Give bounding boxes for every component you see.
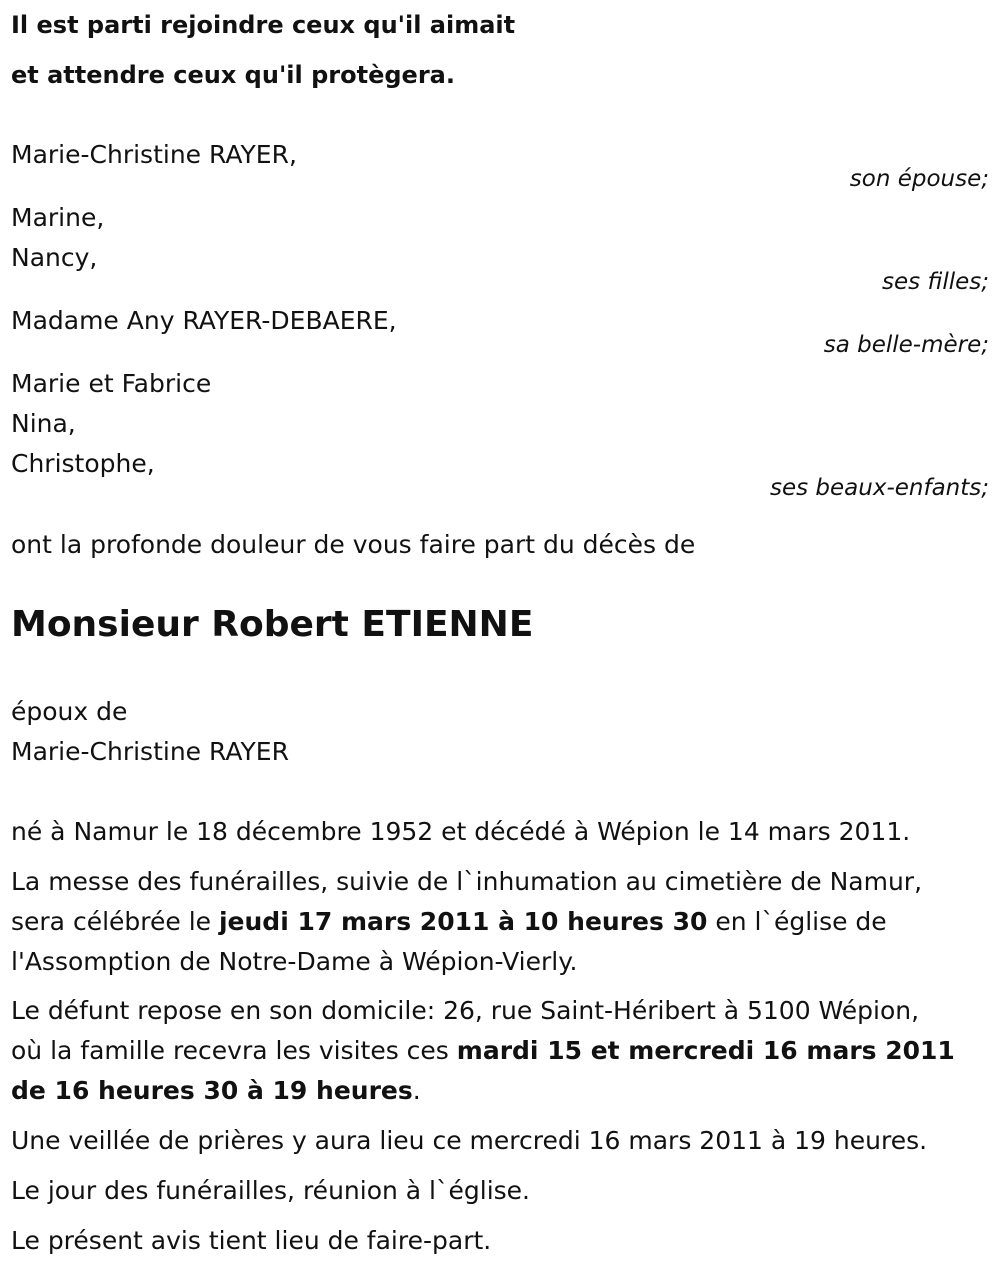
obituary-notice bbox=[11, 0, 989, 1275]
funeral-line-1: La messe des funérailles, suivie de l`inhumation au cimetière de Namur, bbox=[11, 867, 923, 896]
stepchild-3-name: Christophe, bbox=[11, 449, 155, 478]
spouse-name: Marie-Christine RAYER, bbox=[11, 140, 297, 169]
notice-line: Le présent avis tient lieu de faire-part. bbox=[11, 1226, 492, 1255]
birth-death-line: né à Namur le 18 décembre 1952 et décédé à Wépion le 14 mars 2011. bbox=[11, 817, 911, 846]
funeral-line-2 bbox=[11, 907, 887, 937]
daughters-relation: ses filles; bbox=[882, 269, 989, 295]
funeral-line-2-prefix: sera célébrée le bbox=[11, 907, 219, 936]
rest-line-2 bbox=[11, 1036, 955, 1066]
vigil-line: Une veillée de prières y aura lieu ce mercredi 16 mars 2011 à 19 heures. bbox=[11, 1126, 928, 1155]
rest-line-1: Le défunt repose en son domicile: 26, rue Saint-Héribert à 5100 Wépion, bbox=[11, 996, 920, 1025]
daughter-2-name: Nancy, bbox=[11, 243, 98, 272]
spouse-relation: son épouse; bbox=[849, 166, 989, 192]
daughter-1-name: Marine, bbox=[11, 203, 105, 232]
header-line-2: et attendre ceux qu'il protègera. bbox=[11, 61, 455, 89]
spouse-of-label: époux de bbox=[11, 697, 128, 726]
deceased-name: Monsieur Robert ETIENNE bbox=[11, 604, 534, 645]
announcement-text: ont la profonde douleur de vous faire part du décès de bbox=[11, 530, 696, 559]
stepchild-1-name: Marie et Fabrice bbox=[11, 369, 212, 398]
visit-hours: de 16 heures 30 à 19 heures bbox=[11, 1076, 413, 1105]
funeral-line-3: l'Assomption de Notre-Dame à Wépion-Vierly. bbox=[11, 947, 578, 976]
stepchild-2-name: Nina, bbox=[11, 409, 76, 438]
rest-line-3-suffix: . bbox=[412, 1076, 421, 1105]
header-line-1: Il est parti rejoindre ceux qu'il aimait bbox=[11, 11, 516, 39]
spouse-of-name: Marie-Christine RAYER bbox=[11, 737, 289, 766]
visit-dates: mardi 15 et mercredi 16 mars 2011 bbox=[456, 1036, 955, 1065]
rest-line-2-prefix: où la famille recevra les visites ces bbox=[11, 1036, 457, 1065]
rest-line-3 bbox=[11, 1076, 421, 1106]
stepchildren-relation: ses beaux-enfants; bbox=[769, 475, 989, 501]
mother-in-law-relation: sa belle-mère; bbox=[823, 332, 989, 358]
funeral-line-2-suffix: en l`église de bbox=[707, 907, 887, 936]
mother-in-law-name: Madame Any RAYER-DEBAERE, bbox=[11, 306, 397, 335]
meeting-line: Le jour des funérailles, réunion à l`église. bbox=[11, 1176, 530, 1205]
funeral-date-time: jeudi 17 mars 2011 à 10 heures 30 bbox=[218, 907, 708, 936]
